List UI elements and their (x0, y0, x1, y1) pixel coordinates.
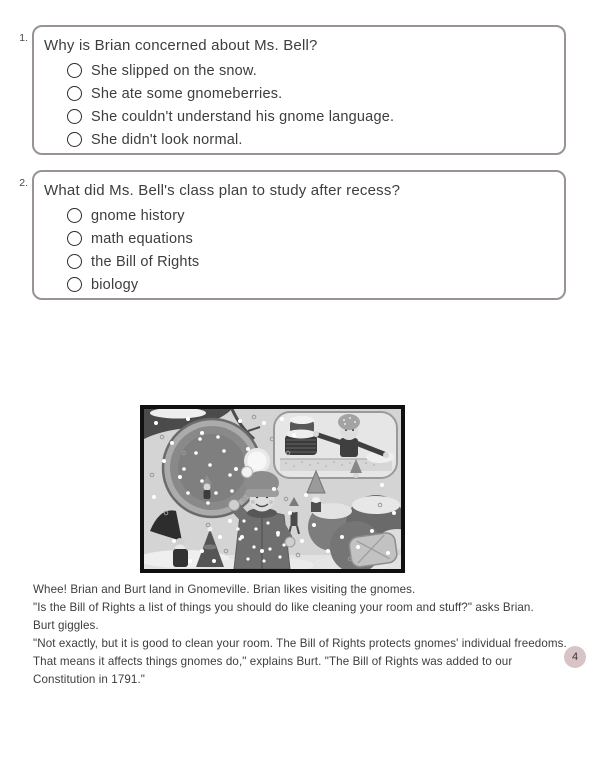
option-label: biology (91, 276, 139, 293)
question-2-number: 2. (19, 177, 28, 189)
option-label: She ate some gnomeberries. (91, 85, 283, 102)
question-2-box (32, 170, 566, 300)
question-1-number: 1. (19, 32, 28, 44)
radio-button[interactable] (67, 208, 82, 223)
snow-sack (348, 532, 398, 568)
radio-button[interactable] (67, 86, 82, 101)
radio-button[interactable] (67, 109, 82, 124)
option-label: She didn't look normal. (91, 131, 243, 148)
radio-button[interactable] (67, 254, 82, 269)
passage-line: Whee! Brian and Burt land in Gnomeville. Brian likes visiting the gnomes. (33, 583, 416, 596)
story-illustration-frame (140, 405, 405, 573)
inset-vignette (274, 412, 397, 478)
question-1-box (32, 25, 566, 155)
question-1-option-a[interactable] (67, 59, 558, 82)
question-2-option-d[interactable] (67, 273, 558, 296)
option-label: the Bill of Rights (91, 253, 200, 270)
gnomeville-illustration (144, 409, 401, 569)
radio-button[interactable] (67, 231, 82, 246)
question-2-option-b[interactable] (67, 227, 558, 250)
radio-button[interactable] (67, 132, 82, 147)
question-2-prompt: What did Ms. Bell's class plan to study after recess? (44, 182, 401, 199)
question-1-option-b[interactable] (67, 82, 558, 105)
passage-line: Burt giggles. (33, 619, 99, 632)
passage-line: "Is the Bill of Rights a list of things you should do like cleaning your room and stuff?" asks Brian. (33, 601, 534, 614)
question-2-option-c[interactable] (67, 250, 558, 273)
option-label: gnome history (91, 207, 185, 224)
question-2-option-a[interactable] (67, 204, 558, 227)
radio-button[interactable] (67, 63, 82, 78)
option-label: She slipped on the snow. (91, 62, 258, 79)
question-1-option-c[interactable] (67, 105, 558, 128)
radio-button[interactable] (67, 277, 82, 292)
option-label: math equations (91, 230, 193, 247)
story-passage (33, 581, 574, 689)
page-number-badge: 4 (564, 646, 586, 668)
option-label: She couldn't understand his gnome language. (91, 108, 395, 125)
question-1-option-d[interactable] (67, 128, 558, 151)
passage-line: "Not exactly, but it is good to clean your room. The Bill of Rights protects gnomes' individual freedoms. That means it affects things gnomes do," explains Burt. "The Bill of Rights was added to our Constitution in 1791." (33, 637, 567, 686)
question-1-prompt: Why is Brian concerned about Ms. Bell? (44, 37, 318, 54)
